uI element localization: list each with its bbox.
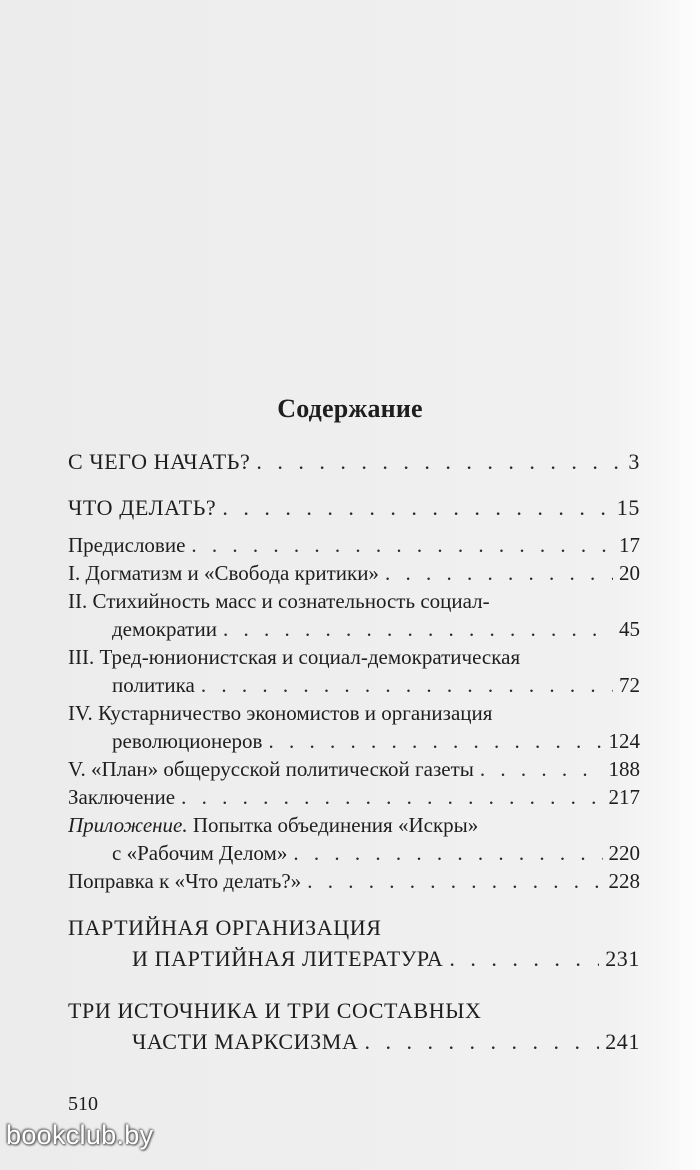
toc-title: Содержание — [277, 394, 423, 423]
toc-entry-title-line-2: политика — [112, 673, 195, 697]
toc-entry-title: V. «План» общерусской политической газеты — [68, 757, 474, 781]
leader-dots — [307, 867, 602, 895]
toc-entry-title-line-1 — [68, 811, 640, 839]
toc-entry-chapter-3[interactable] — [68, 643, 640, 699]
toc-entry-title: Предисловие — [68, 533, 186, 557]
toc-entry-page: 188 — [608, 757, 640, 781]
toc-entry-page: 3 — [628, 449, 640, 474]
toc-entry-page: 45 — [619, 617, 640, 641]
leader-dots — [201, 671, 613, 699]
leader-dots — [191, 531, 613, 559]
leader-dots — [181, 783, 602, 811]
toc-entry-italic-prefix: Приложение. — [68, 813, 188, 837]
toc-entry-title: I. Догматизм и «Свобода критики» — [68, 561, 379, 585]
toc-entry-page: 20 — [619, 561, 640, 585]
leader-dots — [449, 943, 599, 974]
watermark-logo: bookclub.by — [6, 1120, 154, 1150]
leader-dots — [268, 727, 602, 755]
toc-entry-title-line-2: ЧАСТИ МАРКСИЗМА — [132, 1029, 359, 1054]
toc-entry-title: С ЧЕГО НАЧАТЬ? — [68, 449, 251, 474]
leader-dots — [256, 448, 622, 476]
toc-entry-page: 231 — [605, 946, 640, 971]
toc-entry-page: 17 — [619, 533, 640, 557]
toc-entry-title-line-2: с «Рабочим Делом» — [112, 841, 288, 865]
leader-dots — [293, 839, 602, 867]
toc-entry-popravka[interactable] — [68, 867, 640, 895]
toc-entry-page: 228 — [608, 869, 640, 893]
toc-entry-title-text: Попытка объединения «Искры» — [187, 813, 479, 837]
toc-entry-tri-istochnika[interactable] — [68, 995, 640, 1057]
toc-entry-chapter-1[interactable] — [68, 559, 640, 587]
toc-entry-title-line-2: демократии — [112, 617, 217, 641]
toc-entry-zakluchenie[interactable] — [68, 783, 640, 811]
toc-entry-title-line-1: ПАРТИЙНАЯ ОРГАНИЗАЦИЯ — [68, 915, 382, 940]
toc-entry-page: 124 — [608, 729, 640, 753]
leader-dots — [385, 559, 613, 587]
toc-entry-page: 241 — [605, 1029, 640, 1054]
toc-entry-chto-delat[interactable] — [68, 494, 640, 522]
toc-entry-title-line-1: IV. Кустарничество экономистов и организация — [68, 701, 493, 725]
leader-dots — [223, 615, 613, 643]
leader-dots — [480, 755, 603, 783]
toc-entry-title: Поправка к «Что делать?» — [68, 869, 302, 893]
leader-dots — [222, 494, 610, 522]
toc-entry-page: 72 — [619, 673, 640, 697]
toc-entry-chapter-4[interactable] — [68, 699, 640, 755]
leader-dots — [364, 1026, 599, 1057]
toc-entry-title-line-1: II. Стихийность масс и сознательность социал- — [68, 589, 490, 613]
toc-entry-title-line-2: революционеров — [112, 729, 263, 753]
toc-entry-predislovie[interactable] — [68, 531, 640, 559]
page-number: 510 — [68, 1093, 98, 1115]
toc-entry-s-chego-nachat[interactable] — [68, 448, 640, 476]
toc-entry-page: 15 — [616, 495, 640, 520]
toc-entry-chapter-5[interactable] — [68, 755, 640, 783]
toc-entry-chapter-2[interactable] — [68, 587, 640, 643]
toc-entry-prilozhenie[interactable] — [68, 811, 640, 867]
toc-entry-page: 220 — [608, 841, 640, 865]
toc-entry-partiynaya-organizatsiya[interactable] — [68, 912, 640, 974]
toc-entry-title: Заключение — [68, 785, 176, 809]
toc-entry-page: 217 — [608, 785, 640, 809]
toc-entry-title-line-2: И ПАРТИЙНАЯ ЛИТЕРАТУРА — [132, 946, 444, 971]
toc-entry-title-line-1: ТРИ ИСТОЧНИКА И ТРИ СОСТАВНЫХ — [68, 998, 482, 1023]
toc-entry-title: ЧТО ДЕЛАТЬ? — [68, 495, 217, 520]
toc-entry-title-line-1: III. Тред-юнионистская и социал-демократическая — [68, 645, 521, 669]
